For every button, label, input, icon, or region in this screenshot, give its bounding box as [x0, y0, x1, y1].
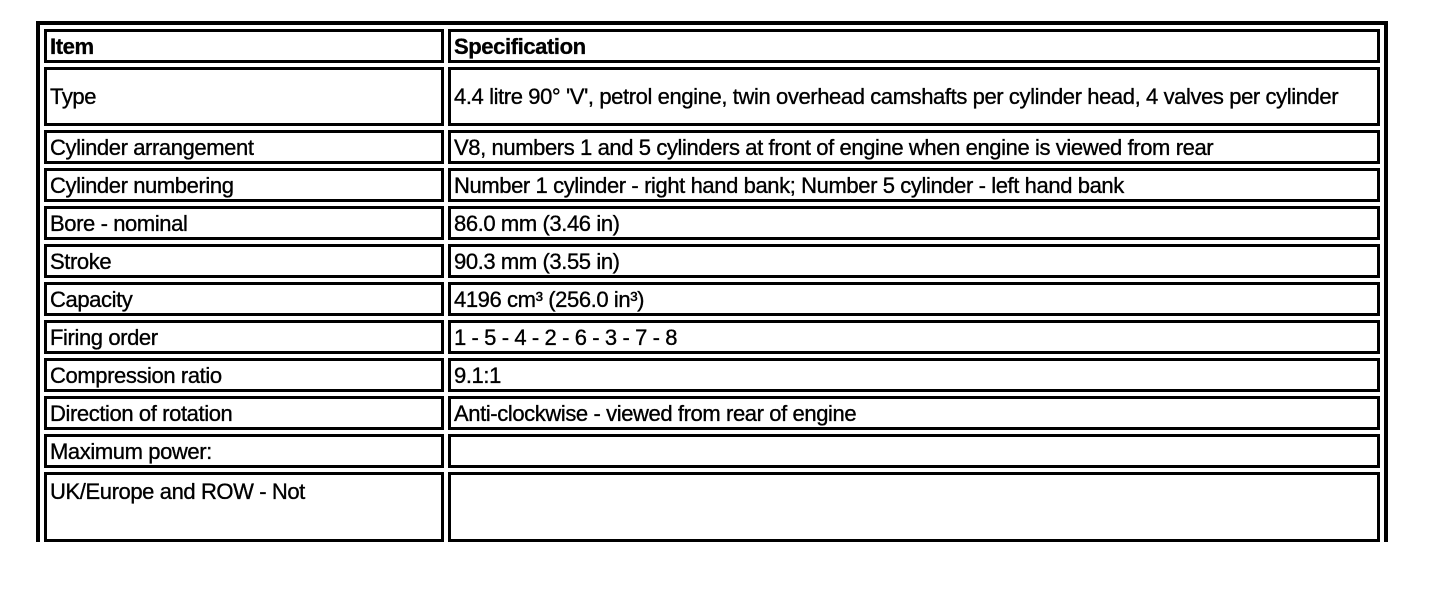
row-spec-value: Anti-clockwise - viewed from rear of engine	[448, 396, 1380, 430]
header-specification: Specification	[448, 29, 1380, 63]
row-spec-value: 9.1:1	[448, 358, 1380, 392]
engine-spec-table	[36, 21, 1388, 542]
row-item-label: Firing order	[44, 320, 444, 354]
table-row	[44, 168, 1380, 202]
row-spec-value: 4196 cm³ (256.0 in³)	[448, 282, 1380, 316]
row-item-label: Bore - nominal	[44, 206, 444, 240]
row-spec-value	[448, 434, 1380, 468]
row-item-label: Maximum power:	[44, 434, 444, 468]
table-row	[44, 282, 1380, 316]
row-spec-value: 86.0 mm (3.46 in)	[448, 206, 1380, 240]
row-item-label: Capacity	[44, 282, 444, 316]
table-row	[44, 130, 1380, 164]
spec-table-container	[36, 21, 1388, 542]
row-spec-value: V8, numbers 1 and 5 cylinders at front of engine when engine is viewed from rear	[448, 130, 1380, 164]
row-spec-value: Number 1 cylinder - right hand bank; Number 5 cylinder - left hand bank	[448, 168, 1380, 202]
row-spec-value	[448, 472, 1380, 542]
table-row	[44, 67, 1380, 126]
row-item-label: Cylinder numbering	[44, 168, 444, 202]
table-row	[44, 206, 1380, 240]
row-spec-value: 1 - 5 - 4 - 2 - 6 - 3 - 7 - 8	[448, 320, 1380, 354]
table-row	[44, 320, 1380, 354]
table-row	[44, 434, 1380, 468]
row-item-label: Compression ratio	[44, 358, 444, 392]
table-row	[44, 396, 1380, 430]
header-item: Item	[44, 29, 444, 63]
row-item-label: UK/Europe and ROW - Not	[44, 472, 444, 542]
row-spec-value: 90.3 mm (3.55 in)	[448, 244, 1380, 278]
row-item-label: Cylinder arrangement	[44, 130, 444, 164]
row-item-label: Type	[44, 67, 444, 126]
row-item-label: Stroke	[44, 244, 444, 278]
table-header-row	[44, 29, 1380, 63]
row-item-label: Direction of rotation	[44, 396, 444, 430]
row-spec-value: 4.4 litre 90° 'V', petrol engine, twin overhead camshafts per cylinder head, 4 valves per cylinder	[448, 67, 1380, 126]
table-row	[44, 358, 1380, 392]
table-row	[44, 244, 1380, 278]
table-row	[44, 472, 1380, 542]
